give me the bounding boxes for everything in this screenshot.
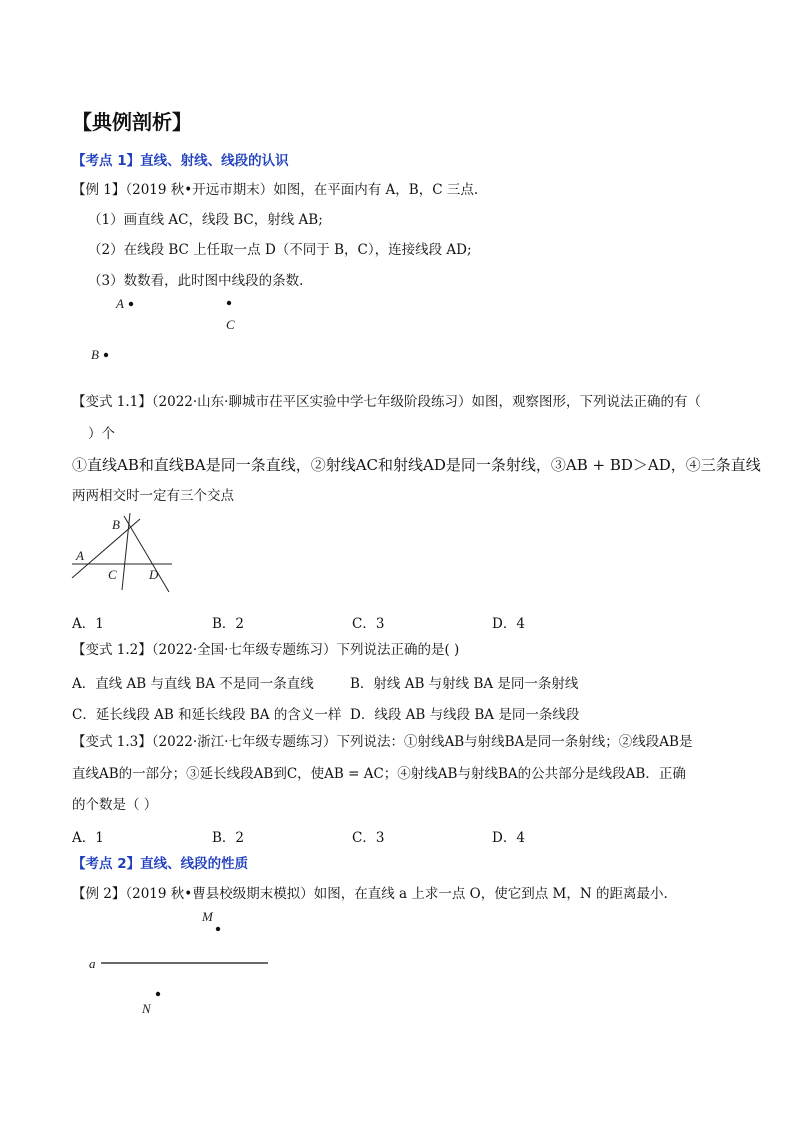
fig-label-d: D — [149, 567, 159, 582]
variant-1-1-heading-cont: ）个 — [88, 426, 115, 442]
example-1-figure — [91, 296, 235, 362]
variant-1-3-option-d: D．4 — [492, 830, 525, 846]
line-a-label: a — [89, 956, 96, 971]
variant-1-3-body-1: 直线AB的一部分；③延长线段AB到C，使AB = AC；④射线AB与射线BA的公共部分是线段AB．正确 — [72, 766, 686, 782]
point-c-label: C — [226, 317, 235, 332]
key-point-2-heading: 【考点 2】直线、线段的性质 — [72, 856, 249, 872]
fig-label-c: C — [108, 567, 117, 582]
key-point-1-heading: 【考点 1】直线、射线、线段的认识 — [72, 153, 289, 169]
example-2-figure — [89, 909, 268, 1016]
variant-1-2-option-b: B．射线 AB 与射线 BA 是同一条射线 — [350, 676, 579, 692]
variant-1-1-body-1: ①直线AB和直线BA是同一条直线，②射线AC和射线AD是同一条射线，③AB + BD＞AD，④三条直线 — [72, 456, 761, 474]
example-1-q1: （1）画直线 AC，线段 BC，射线 AB; — [88, 212, 323, 228]
variant-1-3-body-2: 的个数是（ ） — [72, 797, 158, 813]
line-bd — [124, 516, 169, 592]
point-a-label: A — [116, 296, 124, 311]
variant-1-1-option-c: C．3 — [352, 616, 385, 632]
example-1-q3: （3）数数看，此时图中线段的条数. — [88, 273, 304, 289]
point-b-label: B — [91, 347, 99, 362]
example-1-heading: 【例 1】（2019 秋•开远市期末）如图，在平面内有 A，B，C 三点. — [72, 182, 479, 198]
variant-1-3-option-b: B．2 — [212, 830, 245, 846]
variant-1-1-option-b: B．2 — [212, 616, 245, 632]
variant-1-2-option-a: A．直线 AB 与直线 BA 不是同一条直线 — [72, 676, 314, 692]
example-1-q2: （2）在线段 BC 上任取一点 D（不同于 B，C），连接线段 AD; — [88, 242, 472, 258]
variant-1-3-option-c: C．3 — [352, 830, 385, 846]
point-m-dot — [216, 927, 220, 931]
fig-label-a: A — [76, 548, 84, 563]
fig-label-b: B — [112, 517, 120, 532]
variant-1-2-option-c: C．延长线段 AB 和延长线段 BA 的含义一样 — [72, 707, 342, 723]
point-m-label: M — [202, 909, 213, 924]
point-n-label: N — [142, 1001, 151, 1016]
variant-1-2-option-d: D．线段 AB 与线段 BA 是同一条线段 — [350, 707, 580, 723]
variant-1-1-option-d: D．4 — [492, 616, 525, 632]
example-2-heading: 【例 2】（2019 秋•曹县校级期末模拟）如图，在直线 a 上求一点 O，使它到点 M，N 的距离最小. — [72, 886, 668, 902]
variant-1-2-heading: 【变式 1.2】（2022·全国·七年级专题练习）下列说法正确的是( ) — [72, 642, 460, 658]
variant-1-3-option-a: A．1 — [72, 830, 104, 846]
variant-1-3-heading: 【变式 1.3】（2022·浙江·七年级专题练习）下列说法：①射线AB与射线BA是同一条射线；②线段AB是 — [72, 734, 693, 750]
point-c-dot — [227, 301, 231, 305]
section-title: 【典例剖析】 — [72, 110, 192, 134]
point-a-dot — [129, 302, 133, 306]
variant-1-1-heading: 【变式 1.1】（2022·山东·聊城市茌平区实验中学七年级阶段练习）如图，观察图形，下列说法正确的有（ — [72, 394, 701, 410]
variant-1-1-body-2: 两两相交时一定有三个交点 — [72, 488, 234, 504]
point-n-dot — [156, 992, 160, 996]
point-b-dot — [104, 353, 108, 357]
variant-1-1-option-a: A．1 — [72, 616, 104, 632]
